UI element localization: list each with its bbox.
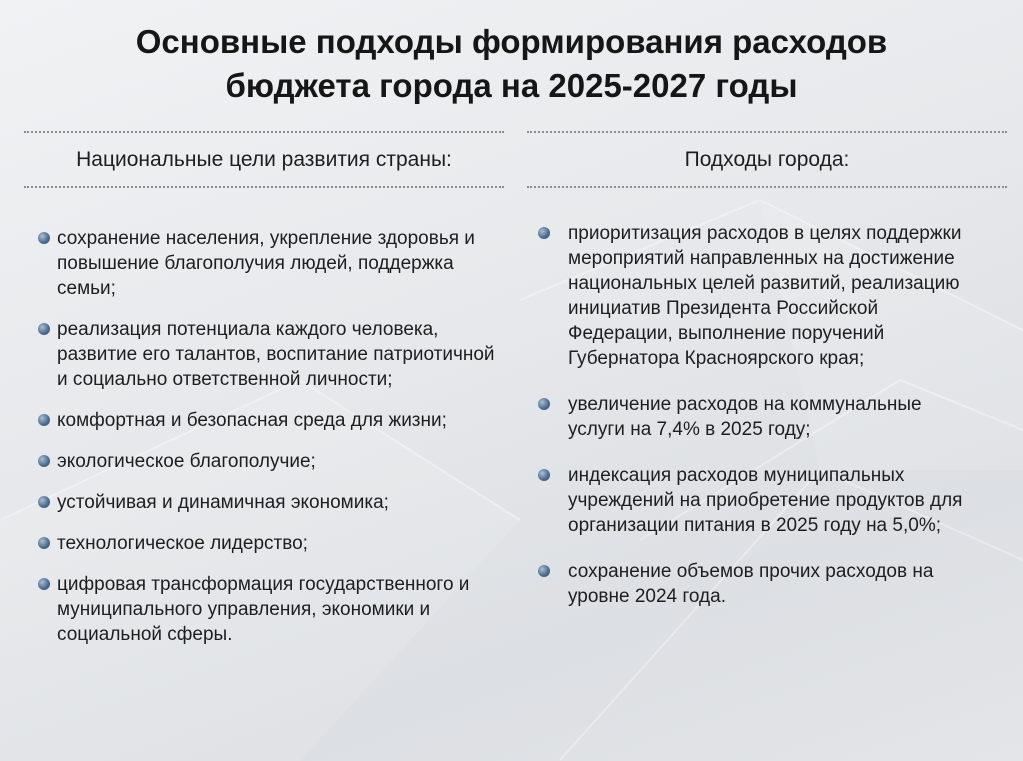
national-goals-list [38, 226, 508, 663]
title-line-1: Основные подходы формирования расходов [135, 23, 888, 60]
list-item [38, 408, 508, 433]
bullet-icon [538, 469, 550, 481]
bullet-icon [38, 232, 50, 244]
list-item [38, 490, 508, 515]
national-goals-header: Национальные цели развития страны: [24, 131, 504, 188]
bullet-icon [538, 398, 550, 410]
list-item-text: устойчивая и динамичная экономика; [57, 492, 389, 513]
list-item-text: сохранение населения, укрепление здоровья и повышение благополучия людей, поддержка семьи; [57, 228, 475, 299]
city-approaches-list [538, 221, 978, 630]
list-item-text: цифровая трансформация государственного и муниципального управления, экономики и социальной сферы. [57, 574, 470, 645]
bullet-icon [38, 537, 50, 549]
list-item-text: увеличение расходов на коммунальные услуги на 7,4% в 2025 году; [568, 394, 922, 440]
list-item-text: индексация расходов муниципальных учреждений на приобретение продуктов для организации питания в 2025 году на 5,0%; [568, 465, 963, 536]
list-item [38, 449, 508, 474]
list-item-text: комфортная и безопасная среда для жизни; [57, 410, 447, 431]
list-item-text: сохранение объемов прочих расходов на уровне 2024 года. [568, 561, 934, 607]
city-approaches-header: Подходы города: [527, 131, 1007, 188]
page-title [0, 20, 1023, 108]
list-item [38, 226, 508, 301]
list-item [38, 572, 508, 647]
list-item-text: экологическое благополучие; [57, 451, 316, 472]
list-item [38, 317, 508, 392]
list-item-text: реализация потенциала каждого человека, развитие его талантов, воспитание патриотичной и социально ответственной личности; [57, 319, 495, 390]
list-item [538, 559, 978, 609]
bullet-icon [38, 455, 50, 467]
bullet-icon [538, 227, 550, 239]
bullet-icon [38, 323, 50, 335]
list-item-text: технологическое лидерство; [57, 533, 308, 554]
bullet-icon [38, 414, 50, 426]
list-item [538, 463, 978, 538]
title-line-2: бюджета города на 2025-2027 годы [225, 67, 798, 104]
bullet-icon [38, 578, 50, 590]
bullet-icon [538, 565, 550, 577]
list-item-text: приоритизация расходов в целях поддержки мероприятий направленных на достижение национальных целей развитий, реализацию инициатив Президента Российской Федерации, выполнение поручений Губернатора Красноярского края; [568, 223, 962, 369]
list-item [538, 392, 978, 442]
list-item [38, 531, 508, 556]
bullet-icon [38, 496, 50, 508]
list-item [538, 221, 978, 371]
